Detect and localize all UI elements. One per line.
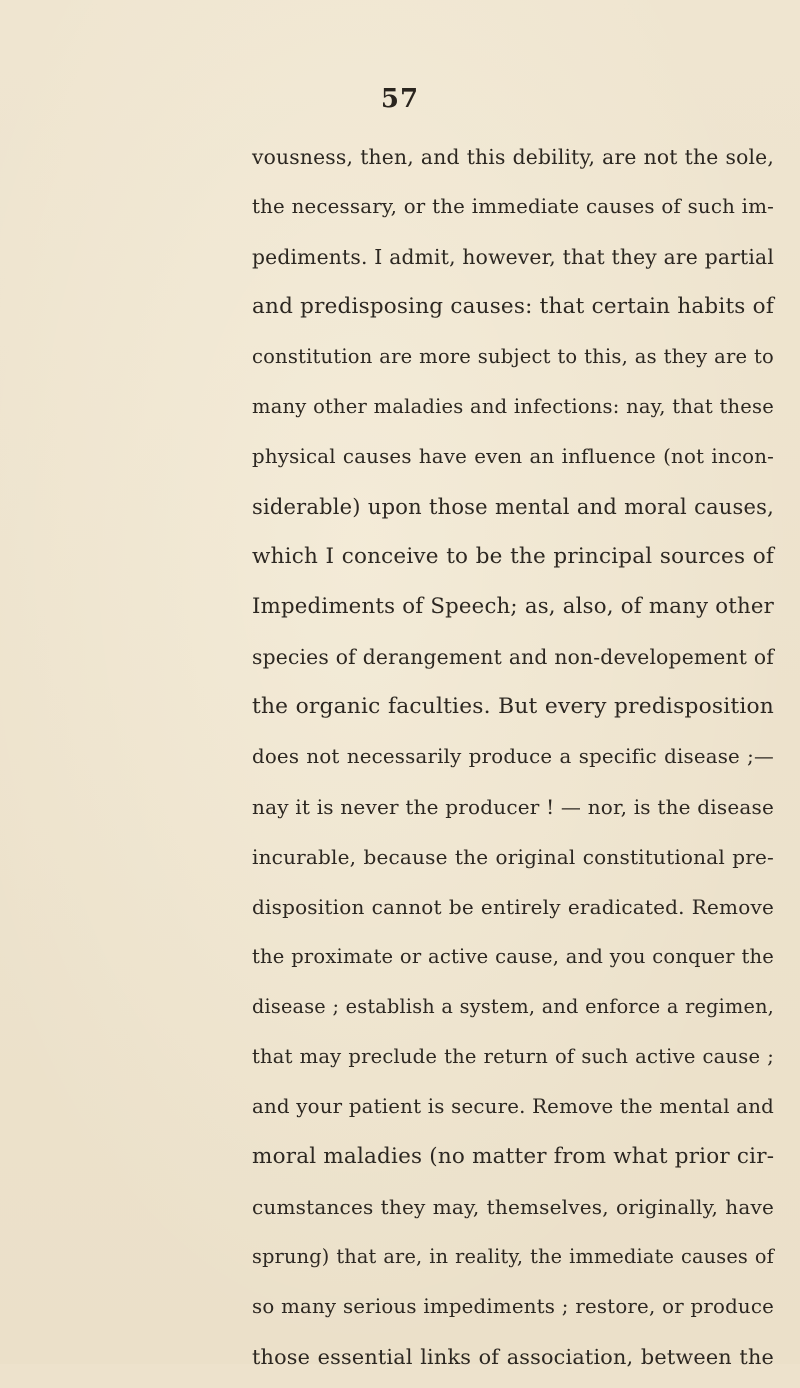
text-line: vousness, then, and this debility, are not the sole, [252, 145, 774, 169]
text-line: disease ; establish a system, and enforce a regimen, [252, 995, 774, 1018]
text-line: those essential links of association, between the [252, 1345, 774, 1369]
text-line: nay it is never the producer ! — nor, is the disease [252, 795, 774, 819]
text-line: so many serious impediments ; restore, or produce [252, 1295, 774, 1318]
text-line: sprung) that are, in reality, the immediate causes of [252, 1245, 774, 1268]
text-line: does not necessarily produce a specific disease ;— [252, 745, 774, 768]
text-line: moral maladies (no matter from what prior cir- [252, 1144, 775, 1169]
text-line: Impediments of Speech; as, also, of many other [252, 594, 774, 619]
text-line: pediments. I admit, however, that they are partial [252, 245, 774, 269]
text-line: which I conceive to be the principal sources of [252, 544, 774, 569]
text-line: many other maladies and infections: nay, that these [252, 395, 774, 418]
body-text [252, 138, 774, 1388]
text-line: constitution are more subject to this, as they are to [252, 345, 774, 368]
text-line: the necessary, or the immediate causes of such im- [252, 195, 774, 218]
text-line: siderable) upon those mental and moral causes, [252, 495, 774, 519]
text-line: cumstances they may, themselves, originally, have [252, 1195, 774, 1219]
text-line: disposition cannot be entirely eradicated. Remove [252, 895, 774, 919]
text-line: species of derangement and non-developement of [252, 645, 774, 669]
text-line: the organic faculties. But every predisposition [252, 694, 774, 719]
text-line: the proximate or active cause, and you conquer the [252, 945, 774, 968]
text-line: that may preclude the return of such active cause ; [252, 1045, 774, 1068]
text-line: incurable, because the original constitutional pre- [252, 845, 774, 869]
text-line: and your patient is secure. Remove the mental and [252, 1095, 774, 1118]
text-line: and predisposing causes: that certain habits of [252, 294, 774, 319]
text-line: physical causes have even an influence (not incon- [252, 445, 774, 468]
page-number: 57 [380, 84, 420, 114]
